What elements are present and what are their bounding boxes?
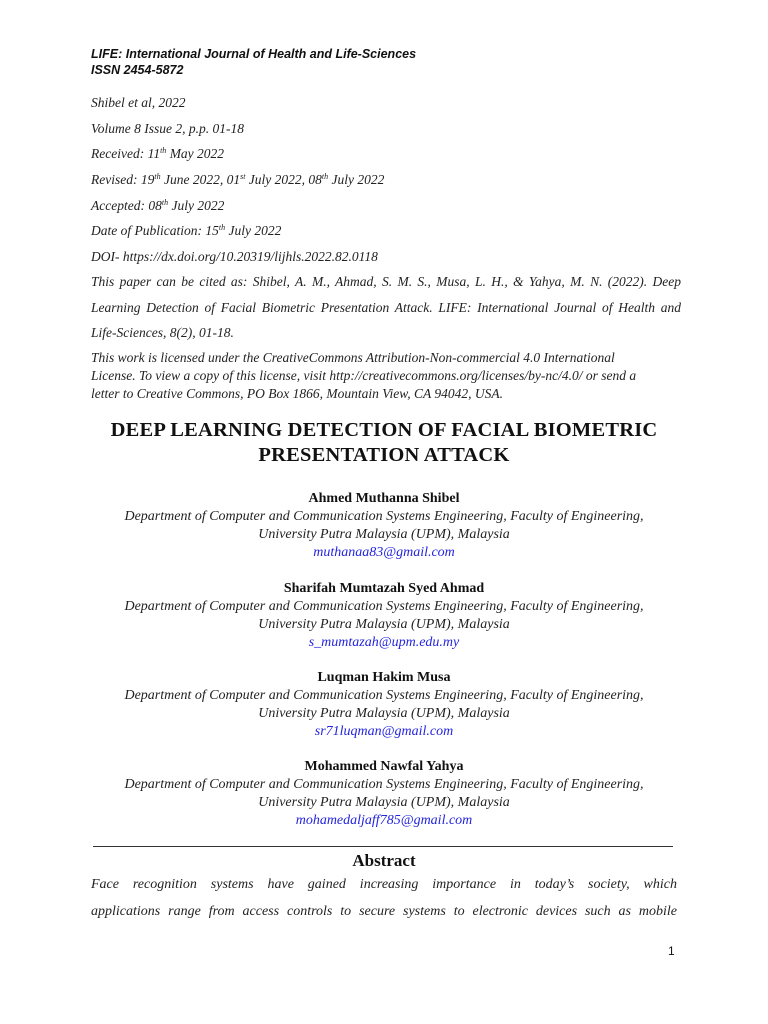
volume-issue: Volume 8 Issue 2, p.p. 01-18 (91, 120, 244, 136)
paper-title-line1: DEEP LEARNING DETECTION OF FACIAL BIOMETRIC (110, 419, 658, 441)
abstract-line: Face recognition systems have gained increasing importance in today’s society, which (91, 877, 677, 892)
author-affiliation: Department of Computer and Communication Systems Engineering, Faculty of Engineering, (124, 599, 644, 614)
received-date: Received: 11th May 2022 (91, 146, 225, 162)
author-block (91, 580, 677, 652)
license-text: This work is licensed under the CreativeCommons Attribution-Non-commercial 4.0 International License. To view a copy of this license, visit http://creativecommons.org/licenses/by-nc/4.0/ or send a letter to Creative Commons, PO Box 1866, Mountain View, CA 94042, USA. (91, 350, 637, 401)
article-metadata (91, 90, 681, 270)
author-block (91, 758, 677, 830)
author-name: Sharifah Mumtazah Syed Ahmad (283, 581, 485, 596)
accepted-date: Accepted: 08th July 2022 (91, 197, 225, 213)
author-email-link[interactable]: s_mumtazah@upm.edu.my (308, 635, 460, 650)
author-affiliation: University Putra Malaysia (UPM), Malaysia (258, 527, 510, 542)
author-affiliation: University Putra Malaysia (UPM), Malaysia (258, 617, 510, 632)
authors-short: Shibel et al, 2022 (91, 95, 186, 110)
author-block (91, 669, 677, 741)
abstract-line: applications range from access controls to secure systems to electronic devices such as mobile (91, 904, 677, 919)
abstract-heading: Abstract (352, 851, 416, 870)
author-affiliation: University Putra Malaysia (UPM), Malaysia (258, 795, 510, 810)
journal-name: LIFE: International Journal of Health and Life-Sciences (91, 47, 417, 61)
author-email-link[interactable]: muthanaa83@gmail.com (313, 545, 455, 560)
journal-issn: ISSN 2454-5872 (91, 63, 184, 77)
doi-link[interactable]: DOI- https://dx.doi.org/10.20319/lijhls.2022.82.0118 (91, 249, 378, 265)
paper-title (91, 418, 677, 468)
author-affiliation: Department of Computer and Communication Systems Engineering, Faculty of Engineering, (124, 688, 644, 703)
publication-date: Date of Publication: 15th July 2022 (91, 223, 282, 239)
author-affiliation: University Putra Malaysia (UPM), Malaysia (258, 706, 510, 721)
author-email-link[interactable]: sr71luqman@gmail.com (314, 724, 454, 739)
page-number: 1 (668, 944, 675, 958)
citation-text: This paper can be cited as: Shibel, A. M., Ahmad, S. M. S., Musa, L. H., & Yahya, M. N. (2022). Deep Learning Detection of Facial Biometric Presentation Attack. LIFE: International Journal of Health and Life-Sciences, 8(2), 01-18. (91, 274, 681, 341)
author-name: Mohammed Nawfal Yahya (304, 759, 464, 774)
author-email-link[interactable]: mohamedaljaff785@gmail.com (295, 813, 473, 828)
author-affiliation: Department of Computer and Communication Systems Engineering, Faculty of Engineering, (124, 509, 644, 524)
author-name: Luqman Hakim Musa (317, 670, 451, 685)
author-name: Ahmed Muthanna Shibel (308, 491, 460, 506)
author-affiliation: Department of Computer and Communication Systems Engineering, Faculty of Engineering, (124, 777, 644, 792)
section-divider (93, 846, 673, 847)
author-block (91, 490, 677, 562)
paper-title-line2: PRESENTATION ATTACK (258, 444, 510, 466)
abstract-text (91, 871, 677, 925)
journal-header (91, 46, 416, 78)
revised-dates: Revised: 19th June 2022, 01st July 2022, 08th July 2022 (91, 172, 385, 188)
